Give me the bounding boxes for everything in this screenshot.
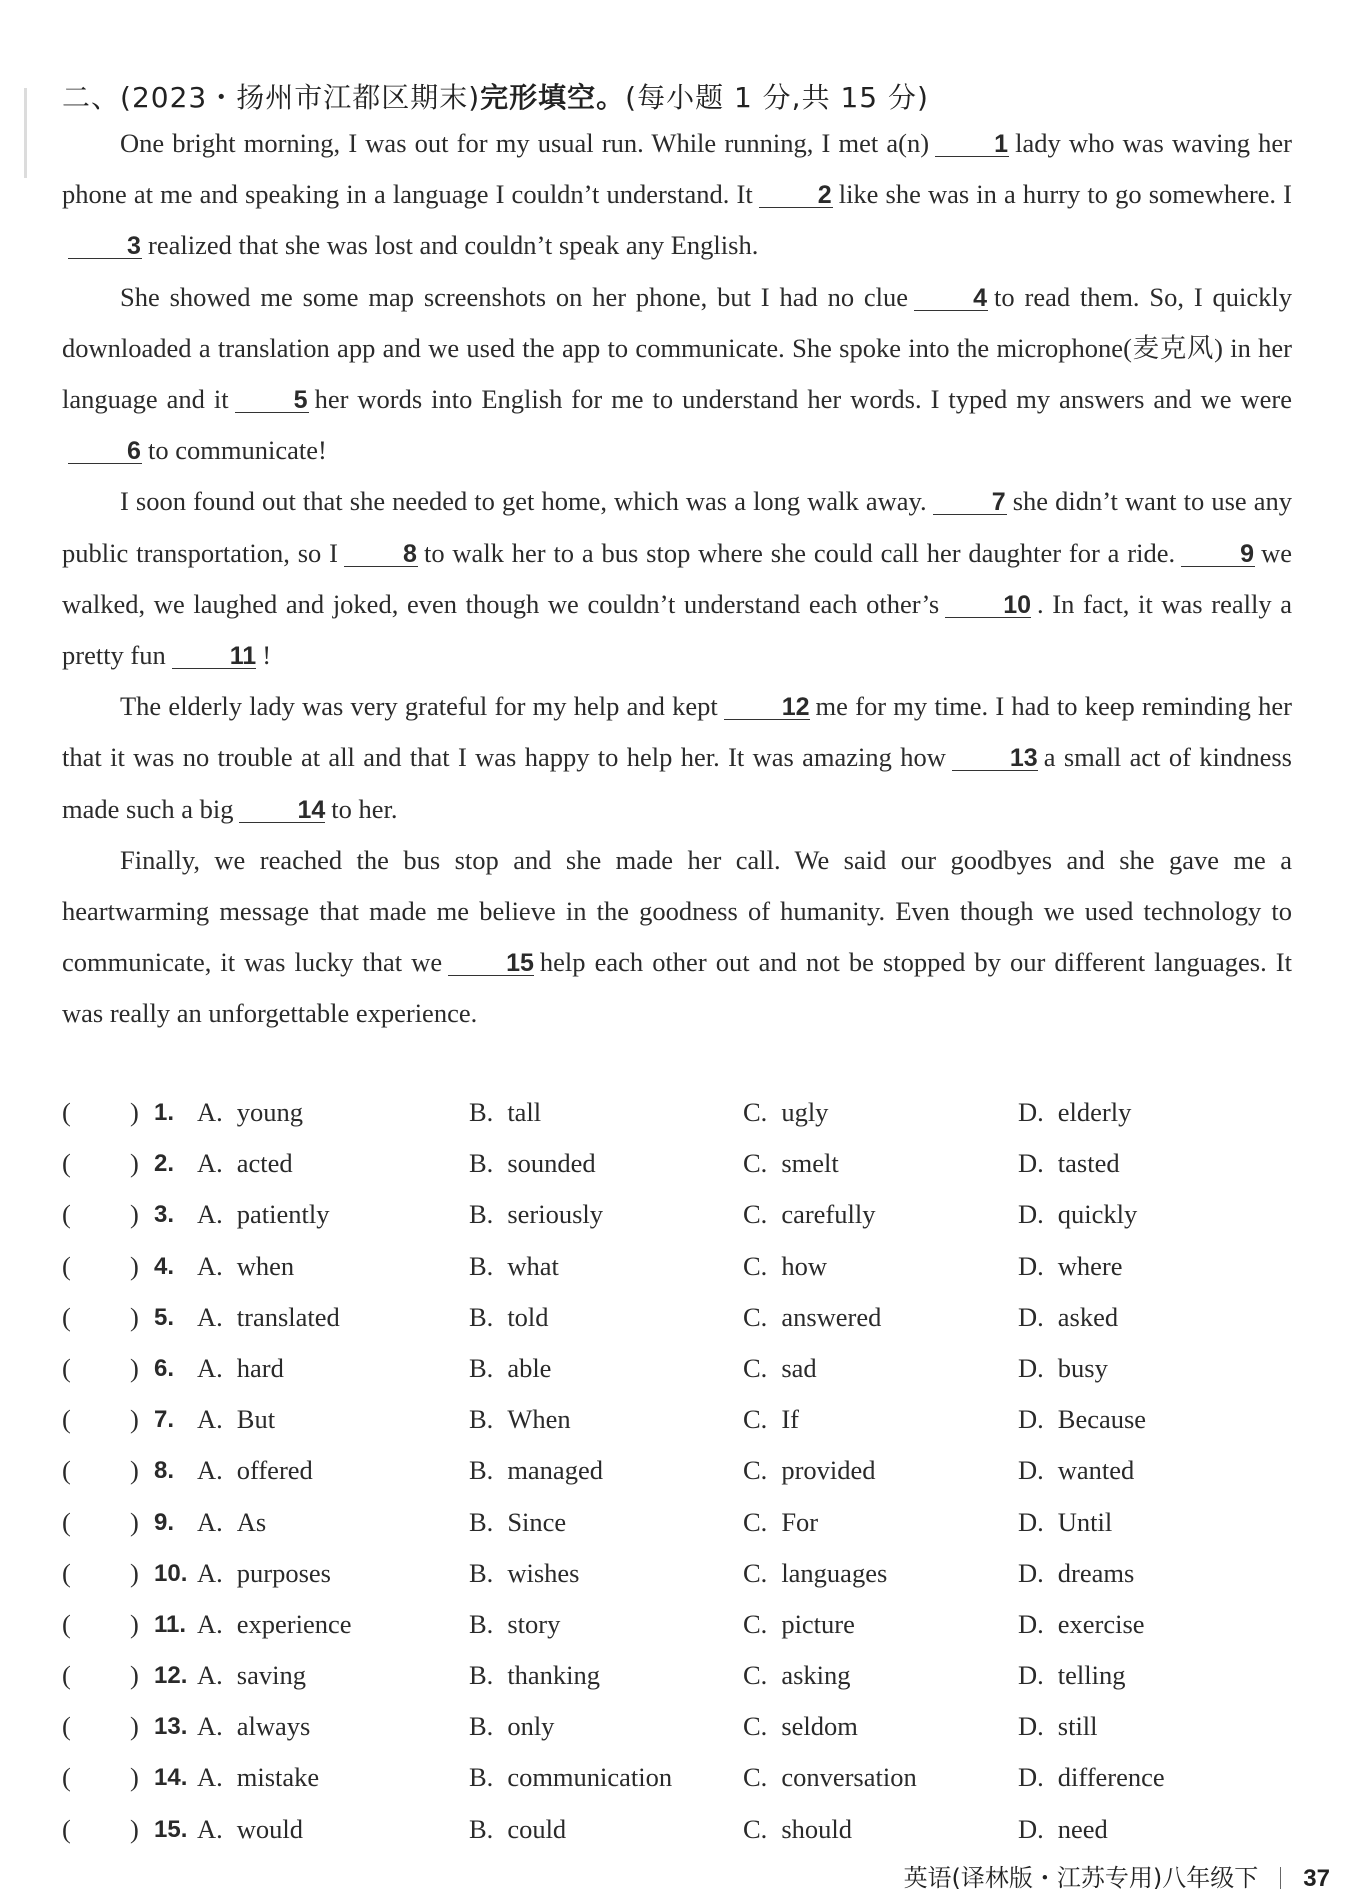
option-text: tall	[507, 1097, 542, 1127]
blank-number: 2	[759, 183, 833, 208]
option-letter: D.	[1018, 1506, 1044, 1537]
option-c	[743, 1251, 827, 1282]
option-text: tasted	[1057, 1148, 1120, 1179]
option-text: As	[236, 1506, 267, 1537]
option-c	[743, 1455, 876, 1486]
option-letter: D.	[1018, 1352, 1044, 1383]
question-number: 5.	[154, 1303, 175, 1331]
option-letter: B.	[469, 1506, 494, 1537]
option-letter: D.	[1018, 1608, 1044, 1639]
question-row	[62, 1806, 1292, 1857]
option-text: Until	[1057, 1506, 1113, 1537]
option-text: sad	[781, 1352, 817, 1383]
option-c	[743, 1097, 828, 1128]
cloze-passage	[62, 118, 1292, 1040]
option-text: communication	[507, 1762, 673, 1793]
option-text: picture	[781, 1608, 855, 1639]
option-letter: C.	[743, 1813, 768, 1844]
option-letter: A.	[197, 1762, 223, 1793]
question-number: 15.	[154, 1815, 188, 1843]
option-c	[743, 1148, 839, 1179]
question-row	[62, 1396, 1292, 1447]
option-b	[469, 1097, 541, 1128]
option-d	[1018, 1660, 1125, 1691]
option-text: answered	[781, 1301, 882, 1332]
passage-text: . In fact, it was really a pretty fun	[62, 588, 1293, 671]
option-b	[469, 1507, 566, 1538]
section-source: (2023・扬州市江都区期末)	[120, 81, 481, 114]
blank-number: 14	[239, 798, 325, 823]
page-footer	[904, 1858, 1330, 1893]
option-b	[469, 1609, 560, 1640]
question-row	[62, 1754, 1292, 1805]
passage-text: to her.	[331, 793, 398, 824]
option-letter: B.	[469, 1762, 494, 1793]
option-text: always	[236, 1711, 311, 1742]
passage-text: lady who was waving her phone at me and speaking in a language I couldn’t understand. It	[62, 128, 1292, 210]
option-letter: C.	[743, 1455, 768, 1486]
answer-paren-open: (	[62, 1762, 71, 1793]
question-row	[62, 1703, 1292, 1754]
option-d	[1018, 1609, 1145, 1640]
option-text: offered	[236, 1455, 313, 1486]
question-number: 8.	[154, 1457, 175, 1485]
option-a	[197, 1251, 294, 1282]
question-number: 3.	[154, 1201, 175, 1229]
option-a	[197, 1455, 313, 1486]
option-c	[743, 1199, 875, 1230]
option-a	[197, 1097, 303, 1128]
option-text: When	[507, 1404, 571, 1435]
blank-number: 12	[724, 695, 810, 720]
answer-paren-open: (	[62, 1455, 71, 1486]
option-letter: D.	[1018, 1097, 1044, 1127]
option-b	[469, 1251, 559, 1282]
option-text: provided	[781, 1455, 876, 1486]
option-text: purposes	[236, 1557, 331, 1588]
question-number: 14.	[154, 1764, 188, 1792]
option-letter: C.	[743, 1352, 768, 1383]
binding-edge-mark	[24, 88, 27, 178]
option-text: telling	[1057, 1660, 1126, 1691]
option-c	[743, 1660, 851, 1691]
answer-paren-close: )	[130, 1250, 139, 1281]
option-a	[197, 1558, 331, 1589]
option-b	[469, 1558, 579, 1589]
question-number: 11.	[154, 1610, 187, 1638]
option-letter: B.	[469, 1148, 494, 1179]
passage-text: a small act of kindness made such a big	[62, 742, 1292, 824]
option-c	[743, 1404, 799, 1435]
option-b	[469, 1353, 551, 1384]
option-text: how	[781, 1250, 827, 1281]
option-letter: B.	[469, 1455, 494, 1486]
option-text: ugly	[781, 1097, 829, 1127]
question-row	[62, 1499, 1292, 1550]
passage-text: Finally, we reached the bus stop and she made her call. We said our goodbyes and she gave me a heartwarming message that made me believe in the goodness of humanity. Even though we used technology to communicate, it was lucky that we	[62, 844, 1292, 978]
option-a	[197, 1302, 340, 1333]
option-letter: D.	[1018, 1199, 1044, 1230]
option-letter: A.	[197, 1250, 223, 1281]
answer-paren-open: (	[62, 1404, 71, 1435]
option-letter: D.	[1018, 1148, 1044, 1179]
option-letter: B.	[469, 1608, 494, 1639]
option-text: exercise	[1057, 1608, 1145, 1639]
option-text: For	[781, 1506, 819, 1537]
answer-paren-open: (	[62, 1250, 71, 1281]
option-d	[1018, 1711, 1098, 1742]
answer-paren-close: )	[130, 1506, 139, 1537]
option-text: where	[1057, 1250, 1123, 1281]
question-number: 4.	[154, 1252, 175, 1280]
passage-text: !	[262, 640, 272, 671]
question-number: 1.	[154, 1099, 175, 1126]
section-number: 二、	[62, 81, 121, 114]
option-letter: B.	[469, 1097, 494, 1127]
option-text: Since	[507, 1506, 567, 1537]
option-letter: A.	[197, 1711, 223, 1742]
option-letter: D.	[1018, 1455, 1044, 1486]
question-row	[62, 1652, 1292, 1703]
option-b	[469, 1762, 672, 1793]
option-letter: A.	[197, 1404, 223, 1435]
passage-text: she didn’t want to use any public transportation, so I	[62, 486, 1292, 568]
section-score: (每小题 1 分,共 15 分)	[625, 81, 929, 114]
option-letter: A.	[197, 1352, 223, 1383]
option-text: able	[507, 1352, 552, 1383]
option-letter: D.	[1018, 1250, 1044, 1281]
answer-paren-open: (	[62, 1660, 71, 1691]
question-row	[62, 1447, 1292, 1498]
answer-paren-open: (	[62, 1711, 71, 1742]
passage-text: The elderly lady was very grateful for my help and kept	[120, 691, 718, 722]
option-letter: A.	[197, 1813, 223, 1844]
option-letter: C.	[743, 1199, 768, 1230]
option-text: elderly	[1057, 1097, 1132, 1127]
option-text: only	[507, 1711, 555, 1742]
option-d	[1018, 1251, 1123, 1282]
option-text: mistake	[236, 1762, 320, 1793]
question-row	[62, 1345, 1292, 1396]
blank-number: 9	[1181, 542, 1255, 567]
option-text: saving	[236, 1660, 306, 1691]
option-letter: B.	[469, 1301, 494, 1332]
answer-paren-open: (	[62, 1199, 71, 1230]
option-letter: B.	[469, 1250, 494, 1281]
option-text: asking	[781, 1660, 851, 1691]
answer-paren-close: )	[130, 1404, 139, 1435]
answer-paren-open: (	[62, 1148, 71, 1179]
option-text: But	[236, 1404, 276, 1435]
option-letter: B.	[469, 1660, 494, 1691]
blank-number: 8	[344, 542, 418, 567]
answer-paren-open: (	[62, 1352, 71, 1383]
passage-text: realized that she was lost and couldn’t speak any English.	[148, 230, 759, 261]
answer-paren-open: (	[62, 1097, 71, 1127]
option-text: conversation	[781, 1762, 917, 1793]
answer-paren-close: )	[130, 1762, 139, 1793]
blank-number: 13	[952, 746, 1038, 771]
passage-paragraph	[62, 835, 1292, 1040]
option-text: translated	[236, 1301, 340, 1332]
passage-text: She showed me some map screenshots on her phone, but I had no clue	[120, 281, 909, 312]
option-letter: C.	[743, 1250, 768, 1281]
option-text: managed	[507, 1455, 603, 1486]
option-c	[743, 1302, 881, 1333]
option-letter: C.	[743, 1506, 768, 1537]
option-letter: D.	[1018, 1557, 1044, 1588]
option-letter: B.	[469, 1711, 494, 1742]
option-a	[197, 1660, 306, 1691]
option-text: acted	[236, 1148, 293, 1179]
option-letter: A.	[197, 1148, 223, 1179]
question-options-list	[62, 1089, 1292, 1857]
answer-paren-close: )	[130, 1352, 139, 1383]
answer-paren-close: )	[130, 1608, 139, 1639]
option-text: when	[236, 1250, 295, 1281]
passage-text: me for my time. I had to keep reminding her that it was no trouble at all and that I was happy to help her. It was amazing how	[62, 691, 1292, 773]
option-text: hard	[236, 1352, 284, 1383]
option-letter: D.	[1018, 1301, 1044, 1332]
option-c	[743, 1558, 887, 1589]
answer-paren-close: )	[130, 1660, 139, 1691]
passage-text: One bright morning, I was out for my usual run. While running, I met a(n)	[120, 128, 930, 158]
option-b	[469, 1814, 566, 1845]
option-letter: C.	[743, 1762, 768, 1793]
answer-paren-close: )	[130, 1711, 139, 1742]
question-number: 12.	[154, 1662, 188, 1690]
section-title: 完形填空。	[480, 81, 626, 114]
option-letter: C.	[743, 1097, 768, 1127]
passage-text: to read them. So, I quickly downloaded a translation app and we used the app to communicate. She spoke into the microphone(麦克风) in her language and it	[62, 281, 1292, 415]
option-d	[1018, 1199, 1137, 1230]
option-a	[197, 1404, 275, 1435]
option-letter: D.	[1018, 1813, 1044, 1844]
question-number: 2.	[154, 1150, 175, 1178]
option-d	[1018, 1097, 1131, 1128]
question-number: 10.	[154, 1559, 188, 1587]
question-row	[62, 1243, 1292, 1294]
option-a	[197, 1353, 284, 1384]
option-letter: B.	[469, 1557, 494, 1588]
option-text: patiently	[236, 1199, 330, 1230]
option-a	[197, 1762, 319, 1793]
option-letter: A.	[197, 1506, 223, 1537]
option-text: experience	[236, 1608, 352, 1639]
option-d	[1018, 1814, 1108, 1845]
option-c	[743, 1507, 818, 1538]
answer-paren-close: )	[130, 1813, 139, 1844]
passage-text: help each other out and not be stopped by our different languages. It was really an unforgettable experience.	[62, 947, 1292, 1029]
answer-paren-open: (	[62, 1557, 71, 1588]
passage-text: like she was in a hurry to go somewhere. I	[838, 179, 1292, 210]
passage-paragraph	[62, 118, 1292, 272]
question-row	[62, 1089, 1292, 1140]
option-letter: A.	[197, 1557, 223, 1588]
section-heading	[62, 76, 929, 116]
option-letter: B.	[469, 1199, 494, 1230]
blank-number: 15	[448, 951, 534, 976]
option-text: need	[1057, 1813, 1108, 1844]
option-b	[469, 1302, 549, 1333]
answer-paren-close: )	[130, 1199, 139, 1230]
option-letter: C.	[743, 1608, 768, 1639]
option-letter: C.	[743, 1711, 768, 1742]
option-text: wishes	[507, 1557, 580, 1588]
option-letter: D.	[1018, 1711, 1044, 1742]
option-letter: A.	[197, 1301, 223, 1332]
option-letter: C.	[743, 1660, 768, 1691]
option-b	[469, 1148, 596, 1179]
option-text: languages	[781, 1557, 888, 1588]
option-text: would	[236, 1813, 304, 1844]
option-letter: C.	[743, 1301, 768, 1332]
option-letter: C.	[743, 1557, 768, 1588]
option-letter: A.	[197, 1199, 223, 1230]
answer-paren-open: (	[62, 1813, 71, 1844]
option-letter: D.	[1018, 1762, 1044, 1793]
option-b	[469, 1199, 603, 1230]
option-text: thanking	[507, 1660, 601, 1691]
question-row	[62, 1191, 1292, 1242]
passage-paragraph	[62, 681, 1292, 835]
option-a	[197, 1711, 310, 1742]
passage-text: to communicate!	[148, 435, 327, 466]
option-a	[197, 1507, 266, 1538]
question-number: 13.	[154, 1713, 188, 1741]
option-text: young	[236, 1097, 304, 1127]
option-text: carefully	[781, 1199, 876, 1230]
option-d	[1018, 1353, 1108, 1384]
option-d	[1018, 1762, 1165, 1793]
answer-paren-open: (	[62, 1301, 71, 1332]
option-text: story	[507, 1608, 561, 1639]
answer-paren-close: )	[130, 1148, 139, 1179]
passage-paragraph	[62, 476, 1292, 681]
option-text: smelt	[781, 1148, 839, 1179]
answer-paren-close: )	[130, 1455, 139, 1486]
option-a	[197, 1609, 352, 1640]
option-c	[743, 1762, 917, 1793]
option-text: told	[507, 1301, 549, 1332]
option-text: asked	[1057, 1301, 1119, 1332]
option-letter: A.	[197, 1455, 223, 1486]
option-text: should	[781, 1813, 852, 1844]
option-c	[743, 1711, 858, 1742]
option-text: dreams	[1057, 1557, 1135, 1588]
blank-number: 11	[172, 644, 256, 669]
passage-text: we walked, we laughed and joked, even though we couldn’t understand each other’s	[62, 537, 1293, 619]
question-row	[62, 1550, 1292, 1601]
option-b	[469, 1404, 571, 1435]
question-row	[62, 1294, 1292, 1345]
option-text: could	[507, 1813, 567, 1844]
option-letter: C.	[743, 1404, 768, 1435]
passage-text: I soon found out that she needed to get home, which was a long walk away.	[120, 486, 927, 517]
option-text: wanted	[1057, 1455, 1135, 1486]
answer-paren-close: )	[130, 1301, 139, 1332]
option-d	[1018, 1455, 1134, 1486]
option-b	[469, 1455, 603, 1486]
footer-divider	[1280, 1867, 1281, 1889]
option-text: what	[507, 1250, 559, 1281]
option-letter: B.	[469, 1404, 494, 1435]
option-letter: D.	[1018, 1660, 1044, 1691]
question-number: 6.	[154, 1354, 175, 1382]
answer-paren-close: )	[130, 1097, 139, 1127]
option-letter: B.	[469, 1813, 494, 1844]
option-text: quickly	[1057, 1199, 1138, 1230]
option-letter: A.	[197, 1660, 223, 1691]
passage-text: to walk her to a bus stop where she could call her daughter for a ride.	[423, 537, 1176, 568]
page-number: 37	[1303, 1865, 1330, 1892]
option-c	[743, 1814, 852, 1845]
blank-number: 1	[935, 132, 1009, 157]
option-a	[197, 1148, 293, 1179]
blank-number: 5	[235, 388, 309, 413]
blank-number: 10	[945, 593, 1031, 618]
option-d	[1018, 1302, 1118, 1333]
option-letter: D.	[1018, 1404, 1044, 1435]
option-text: difference	[1057, 1762, 1165, 1793]
book-title: 英语(译林版・江苏专用)八年级下	[903, 1864, 1259, 1892]
option-text: If	[781, 1404, 799, 1435]
option-text: busy	[1057, 1352, 1108, 1383]
answer-paren-open: (	[62, 1506, 71, 1537]
option-b	[469, 1660, 600, 1691]
option-text: seriously	[507, 1199, 603, 1230]
blank-number: 3	[68, 234, 142, 259]
answer-paren-open: (	[62, 1608, 71, 1639]
option-b	[469, 1711, 554, 1742]
option-letter: A.	[197, 1097, 223, 1127]
question-row	[62, 1601, 1292, 1652]
option-d	[1018, 1507, 1112, 1538]
question-row	[62, 1140, 1292, 1191]
option-letter: C.	[743, 1148, 768, 1179]
option-c	[743, 1609, 855, 1640]
option-text: seldom	[781, 1711, 858, 1742]
option-d	[1018, 1404, 1146, 1435]
option-d	[1018, 1558, 1134, 1589]
option-d	[1018, 1148, 1120, 1179]
option-a	[197, 1814, 303, 1845]
passage-text: her words into English for me to understand her words. I typed my answers and we were	[314, 384, 1292, 415]
option-a	[197, 1199, 330, 1230]
passage-paragraph	[62, 272, 1292, 477]
question-number: 9.	[154, 1508, 175, 1536]
option-letter: B.	[469, 1352, 494, 1383]
option-text: still	[1057, 1711, 1098, 1742]
question-number: 7.	[154, 1406, 175, 1434]
option-text: sounded	[507, 1148, 596, 1179]
answer-paren-close: )	[130, 1557, 139, 1588]
option-c	[743, 1353, 817, 1384]
blank-number: 6	[68, 439, 142, 464]
blank-number: 7	[933, 490, 1007, 515]
option-letter: A.	[197, 1608, 223, 1639]
blank-number: 4	[914, 286, 988, 311]
option-text: Because	[1057, 1404, 1147, 1435]
